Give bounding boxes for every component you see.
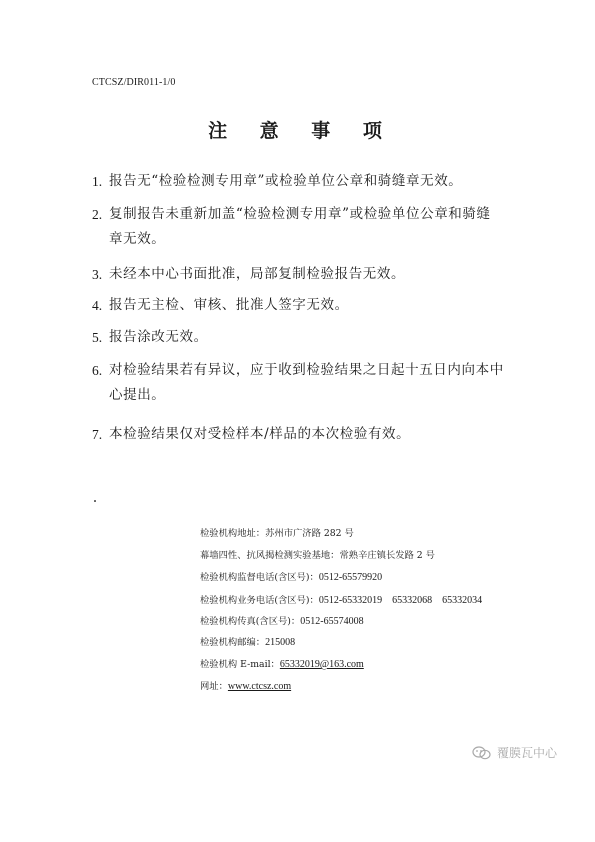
- note-text: [109, 202, 512, 252]
- website-link[interactable]: www.ctcsz.com: [227, 681, 292, 692]
- lab-value: 常熟辛庄镇长发路 2 号: [339, 550, 435, 561]
- business-phone-line: [200, 594, 482, 608]
- lab-label: 幕墙四性、抗风揭检测实验基地：: [200, 550, 340, 561]
- website-label: 网址：: [200, 681, 228, 692]
- supervision-phone-line: [200, 571, 382, 585]
- note-text: 报告无主检、审核、批准人签字无效。: [109, 297, 349, 313]
- fax-label: 检验机构传真(含区号)：: [200, 616, 301, 627]
- note-number: 4.: [92, 298, 103, 313]
- note-item-5: [92, 325, 512, 350]
- note-text: [109, 358, 512, 408]
- note-text-line: 心提出。: [109, 387, 166, 403]
- document-code: CTCSZ/DIR011-1/0: [92, 77, 176, 88]
- email-label: 检验机构 E-mail：: [200, 659, 280, 670]
- postcode-label: 检验机构邮编：: [200, 637, 266, 648]
- note-item-6: [92, 358, 512, 408]
- note-text: 本检验结果仅对受检样本/样品的本次检验有效。: [109, 426, 411, 442]
- wechat-icon: [472, 746, 492, 760]
- address-label: 检验机构地址：: [200, 528, 266, 539]
- note-number: 6.: [92, 363, 103, 378]
- email-link[interactable]: 65332019@163.com: [279, 659, 364, 670]
- note-number: 5.: [92, 330, 103, 345]
- website-line: [200, 680, 291, 694]
- note-item-4: [92, 293, 512, 318]
- note-text: 报告涂改无效。: [109, 329, 208, 345]
- fax-value: 0512-65574008: [300, 616, 364, 627]
- note-item-3: [92, 262, 512, 287]
- note-number: 7.: [92, 427, 103, 442]
- page-title: 注 意 事 项: [208, 120, 395, 142]
- email-line: [200, 658, 364, 672]
- note-item-1: [92, 169, 512, 194]
- supervision-phone-label: 检验机构监督电话(含区号)：: [200, 572, 319, 583]
- supervision-phone-value: 0512-65579920: [318, 572, 383, 583]
- note-item-7: [92, 422, 512, 447]
- lab-line: [200, 549, 435, 563]
- note-number: 3.: [92, 267, 103, 282]
- address-value: 苏州市广济路 282 号: [265, 528, 354, 539]
- postcode-line: [200, 636, 295, 650]
- note-text: 未经本中心书面批准，局部复制检验报告无效。: [109, 266, 406, 282]
- watermark: [472, 744, 557, 761]
- scan-dot: [94, 500, 96, 502]
- note-text-line: 章无效。: [109, 231, 166, 247]
- watermark-text: 覆膜瓦中心: [496, 746, 557, 760]
- business-phone-value: 0512-65332019 65332068 65332034: [318, 595, 483, 606]
- note-text-line: 复制报告未重新加盖“检验检测专用章”或检验单位公章和骑缝: [109, 206, 491, 222]
- note-number: 1.: [92, 174, 103, 189]
- note-text: 报告无“检验检测专用章”或检验单位公章和骑缝章无效。: [109, 173, 463, 189]
- postcode-value: 215008: [265, 637, 296, 648]
- business-phone-label: 检验机构业务电话(含区号)：: [200, 595, 319, 606]
- note-number: 2.: [92, 207, 103, 222]
- note-text-line: 对检验结果若有异议，应于收到检验结果之日起十五日内向本中: [109, 362, 504, 378]
- address-line: [200, 527, 354, 541]
- note-item-2: [92, 202, 512, 252]
- fax-line: [200, 615, 364, 629]
